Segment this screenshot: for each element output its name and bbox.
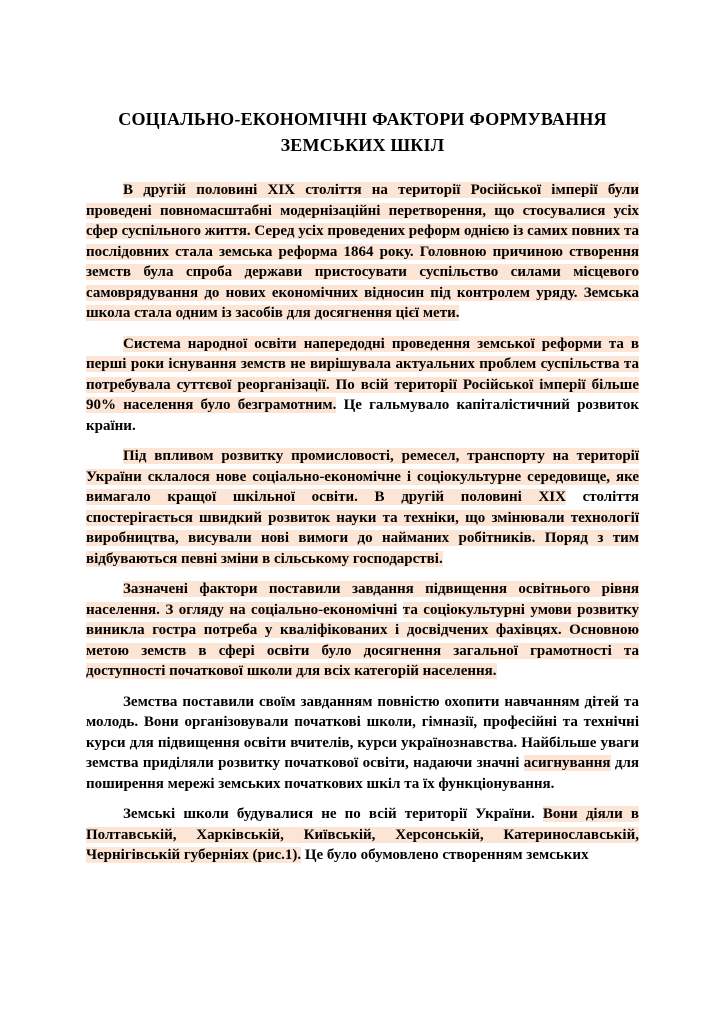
highlighted-text: 90% населення було безграмотним.: [86, 397, 337, 413]
highlighted-text: Зазначені фактори поставили завдання підвищення освітнього рівня населення. З огляду на соціально-економічні: [86, 581, 639, 618]
paragraph: [86, 180, 639, 324]
paragraph: [86, 692, 639, 795]
paragraph: [86, 334, 639, 437]
highlighted-text: асигнування: [523, 755, 611, 771]
highlighted-text: та соціокультурні умови розвитку виникла гостра потреба у кваліфікованих і досвідчених фахівцях. Основною метою земств в сфері освіти було досягнення загальної грамотності та доступності початкової школи для всіх категорій населення.: [86, 601, 640, 679]
body-text: Це було обумовлено створенням земських: [301, 847, 589, 863]
highlighted-text: Вони діяли в Полтавській, Харківській, Київській, Херсонській, Катеринославській, Чернігівській губерніях (рис.1).: [86, 806, 639, 863]
body-text: [397, 602, 403, 618]
highlighted-text: Система народної освіти напередодні проведення земської реформи та в перші роки існування земств не вирішувала актуальних проблем суспільства та потребувала суттєвої реорганізації. По всій території Російської імперії більше: [86, 335, 639, 393]
highlighted-text: В другій половині XIX століття на території Російської імперії були проведені повномасштабні модернізаційні перетворення, що стосувалися усіх сфер суспільного життя. Серед усіх проведених реформ однією із самих повних та послідовних стала земська реформа 1864 року. Головною причиною створення земств була спроба держави пристосувати суспільство силами місцевого самоврядування до нових економічних відносин під контролем уряду. Земська школа стала одним із засобів для досягнення цієї мети.: [86, 182, 639, 321]
highlighted-text: Під впливом розвитку промисловості, ремесел, транспорту на території України склалося нове соціально-економічне і соціокультурне середовище, яке вимагало кращої шкільної освіти. В другій половині XIX: [86, 448, 639, 505]
document-body: [86, 180, 639, 866]
body-text: для поширення мережі земських початкових шкіл та їх функціонування.: [86, 755, 639, 792]
body-text: століття: [565, 489, 639, 505]
body-text: Це гальмувало капіталістичний розвиток країни.: [86, 397, 639, 434]
body-text: Земські школи будувалися не по всій території України.: [123, 806, 543, 822]
highlighted-text: спостерігається швидкий розвиток науки та техніки, що змінювали технології виробництва, висували нові вимоги до найманих робітників. Поряд з тим відбуваються певні зміни в сільському господарстві.: [86, 509, 639, 567]
paragraph: [86, 804, 639, 866]
paragraph: [86, 579, 639, 682]
document-title: СОЦІАЛЬНО-ЕКОНОМІЧНІ ФАКТОРИ ФОРМУВАННЯ ЗЕМСЬКИХ ШКІЛ: [118, 109, 607, 155]
paragraph: [86, 446, 639, 569]
body-text: Земства поставили своїм завданням повністю охопити навчанням дітей та молодь. Вони організовували початкові школи, гімназії, професійні та технічні курси для підвищення освіти вчителів, курси українознавства. Найбільше уваги земства приділяли розвитку початкової освіти, надаючи значні: [86, 693, 639, 771]
